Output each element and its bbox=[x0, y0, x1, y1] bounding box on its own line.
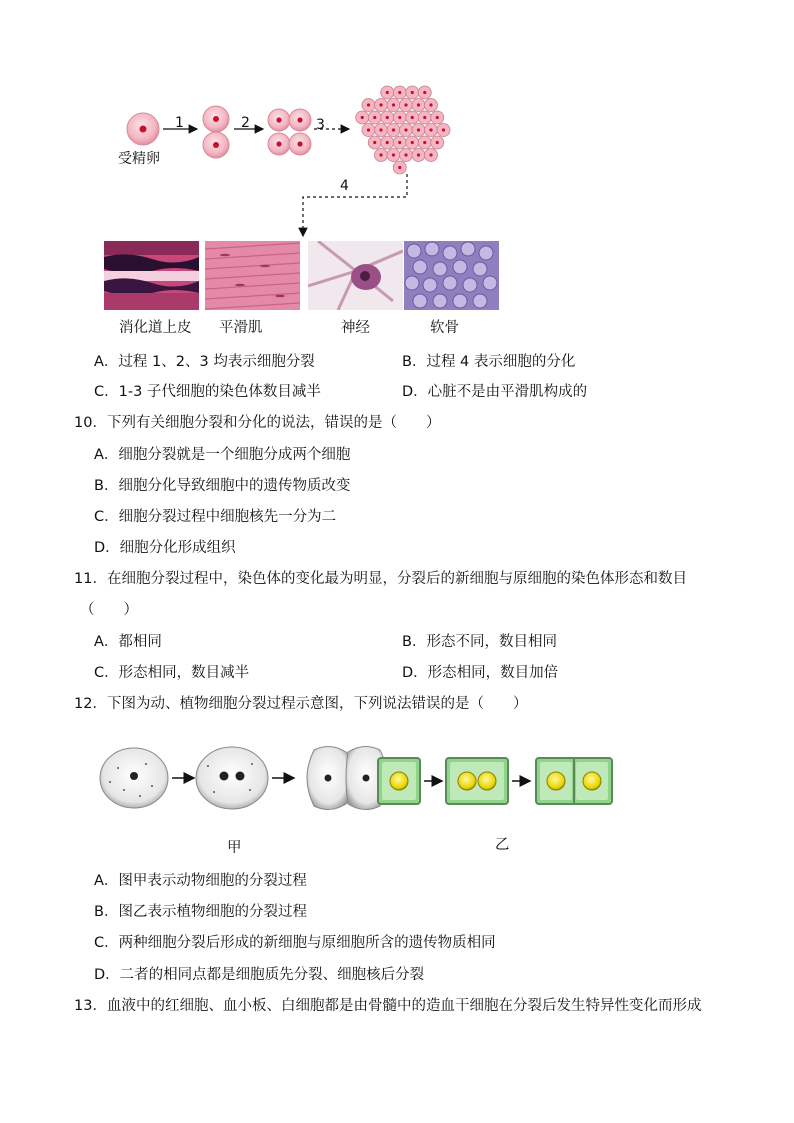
arrow-4 bbox=[303, 174, 407, 236]
tissue-label-cartilage: 软骨 bbox=[430, 320, 459, 336]
animal-plant-division-diagram bbox=[90, 738, 630, 818]
arrow-label-3: 3 bbox=[316, 117, 325, 133]
arrow-label-4: 4 bbox=[340, 178, 349, 194]
animal-cell-3 bbox=[307, 746, 387, 809]
q10-stem: 10．下列有关细胞分裂和分化的说法，错误的是（ ） bbox=[74, 415, 441, 431]
cell-division-comparison-figure bbox=[90, 738, 630, 818]
nerve-tissue-image bbox=[308, 241, 403, 310]
q10-option-c: C．细胞分裂过程中细胞核先一分为二 bbox=[94, 509, 337, 525]
zygote-cell bbox=[127, 113, 159, 145]
q11-option-a: A．都相同 bbox=[94, 634, 162, 650]
q12-option-b: B．图乙表示植物细胞的分裂过程 bbox=[94, 904, 307, 920]
q9-option-a: A．过程 1、2、3 均表示细胞分裂 bbox=[94, 354, 315, 370]
tissue-label-nerve: 神经 bbox=[341, 320, 370, 336]
animal-cell-2 bbox=[196, 747, 268, 809]
cartilage-tissue-image bbox=[404, 241, 499, 310]
epithelium-tissue-image bbox=[104, 241, 199, 310]
arrow-label-1: 1 bbox=[175, 115, 184, 131]
figure-label-yi: 乙 bbox=[495, 837, 510, 853]
arrow-label-2: 2 bbox=[241, 115, 250, 131]
q9-option-c: C．1-3 子代细胞的染色体数目减半 bbox=[94, 384, 321, 400]
q9-option-b: B．过程 4 表示细胞的分化 bbox=[402, 354, 576, 370]
zygote-label: 受精卵 bbox=[118, 151, 160, 167]
q11-option-c: C．形态相同，数目减半 bbox=[94, 665, 250, 681]
q10-option-a: A．细胞分裂就是一个细胞分成两个细胞 bbox=[94, 447, 351, 463]
q11-stem-line1: 11．在细胞分裂过程中，染色体的变化最为明显，分裂后的新细胞与原细胞的染色体形态和数目 bbox=[74, 571, 687, 587]
smooth-muscle-tissue-image bbox=[205, 241, 300, 310]
q11-option-d: D．形态相同，数目加倍 bbox=[402, 665, 559, 681]
four-cell-stage bbox=[268, 109, 311, 155]
figure-label-jia: 甲 bbox=[227, 840, 242, 856]
q10-option-b: B．细胞分化导致细胞中的遗传物质改变 bbox=[94, 478, 351, 494]
plant-cell-1 bbox=[378, 758, 420, 804]
animal-cell-1 bbox=[100, 748, 168, 808]
cell-cluster bbox=[356, 86, 450, 174]
tissue-label-smooth-muscle: 平滑肌 bbox=[219, 320, 263, 336]
q12-option-c: C．两种细胞分裂后形成的新细胞与原细胞所含的遗传物质相同 bbox=[94, 935, 496, 951]
tissue-label-epithelium: 消化道上皮 bbox=[119, 320, 192, 336]
q12-option-d: D．二者的相同点都是细胞质先分裂、细胞核后分裂 bbox=[94, 967, 425, 983]
cell-division-figure bbox=[0, 0, 794, 345]
plant-cell-3 bbox=[536, 758, 612, 804]
q10-option-d: D．细胞分化形成组织 bbox=[94, 540, 236, 556]
q9-option-d: D．心脏不是由平滑肌构成的 bbox=[402, 384, 588, 400]
q11-option-b: B．形态不同，数目相同 bbox=[402, 634, 557, 650]
two-cell-stage bbox=[203, 106, 229, 158]
q12-option-a: A．图甲表示动物细胞的分裂过程 bbox=[94, 873, 307, 889]
plant-cell-2 bbox=[446, 758, 508, 804]
q12-stem: 12．下图为动、植物细胞分裂过程示意图，下列说法错误的是（ ） bbox=[74, 696, 528, 712]
q13-stem: 13．血液中的红细胞、血小板、白细胞都是由骨髓中的造血干细胞在分裂后发生特异性变化而形成 bbox=[74, 998, 702, 1014]
q11-stem-line2: （ ） bbox=[80, 602, 138, 618]
